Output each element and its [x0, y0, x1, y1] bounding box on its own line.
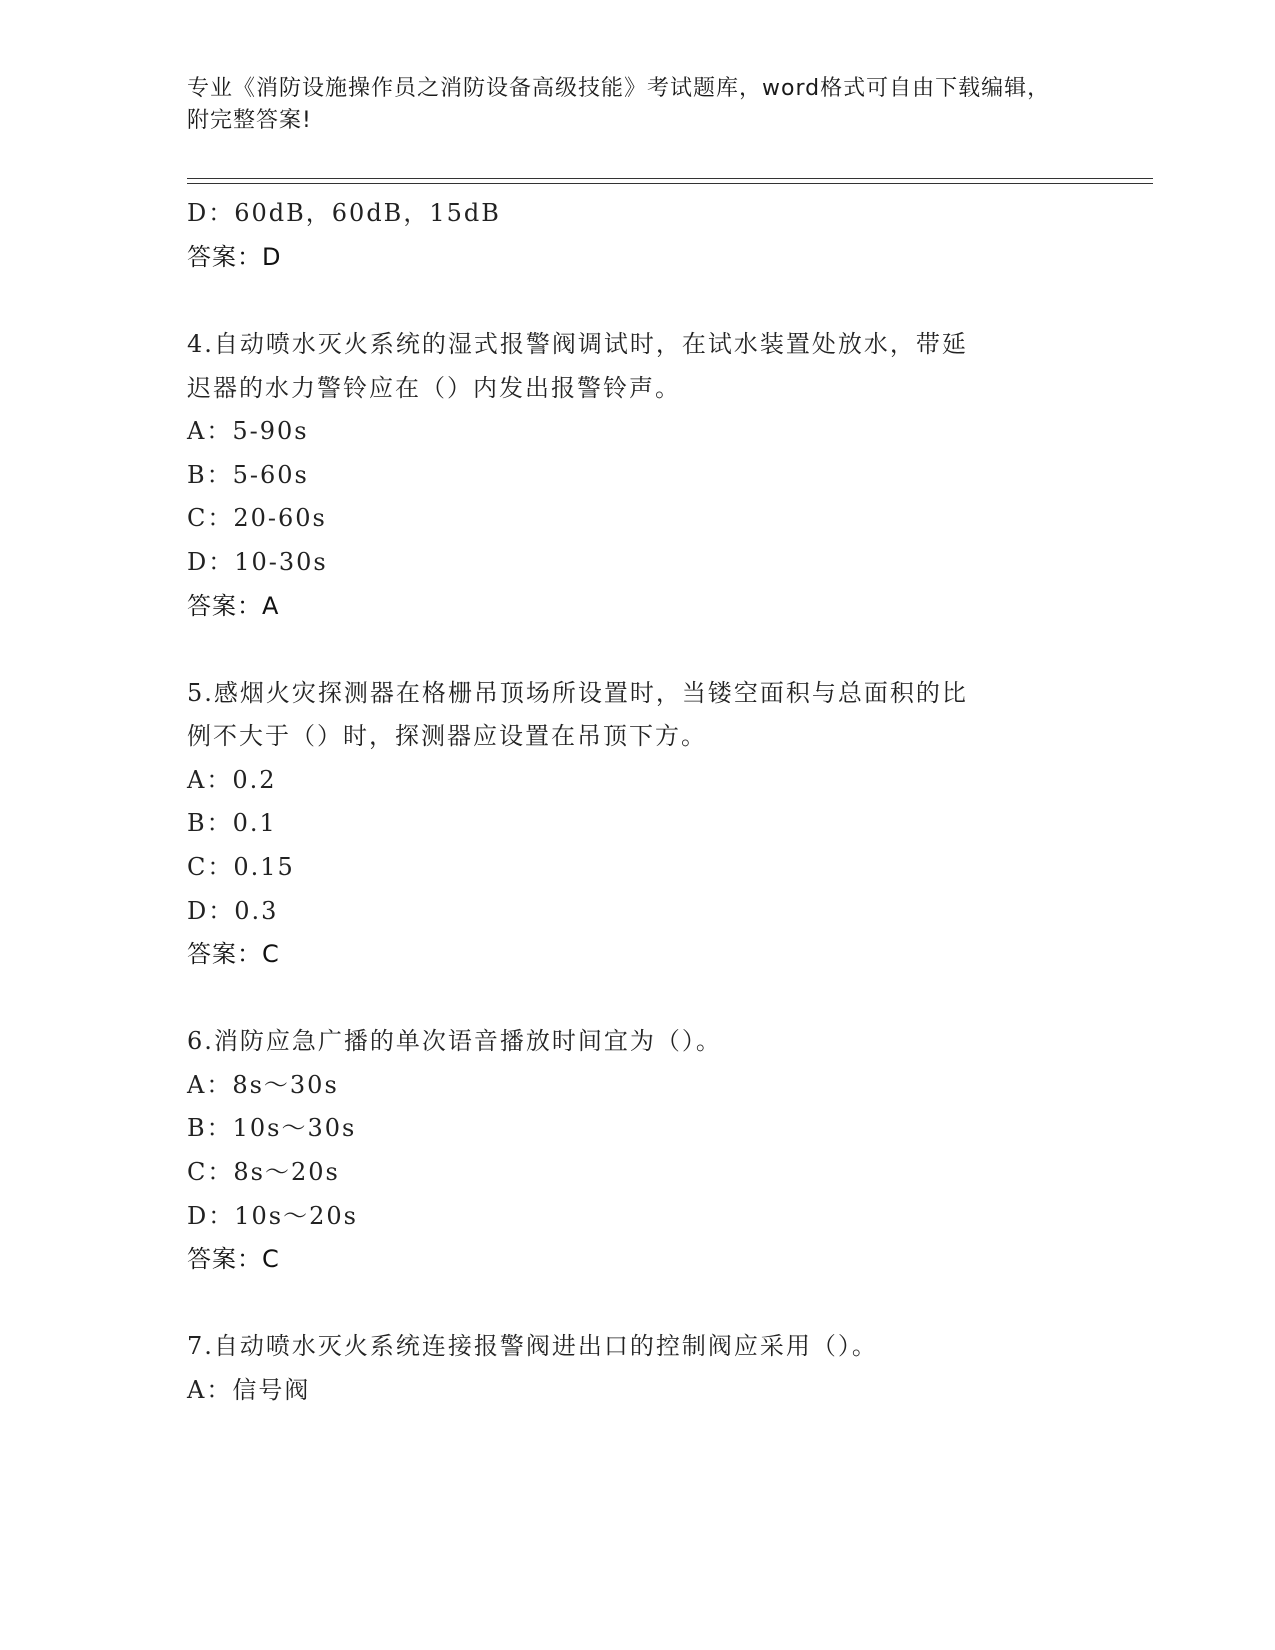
prev-option-d: D：60dB，60dB，15dB: [187, 199, 501, 227]
q4-option-a: A：5-90s: [187, 417, 309, 445]
q6-stem-line1: 6.消防应急广播的单次语音播放时间宜为（）。: [187, 1027, 722, 1055]
q5-option-a: A：0.2: [187, 766, 277, 794]
q6-option-a: A：8s～30s: [187, 1071, 339, 1099]
q6-option-b: B：10s～30s: [187, 1114, 357, 1142]
q7-option-a: A：信号阀: [187, 1376, 311, 1404]
header-divider-bottom: [187, 183, 1153, 184]
q4-option-c: C：20-60s: [187, 504, 327, 532]
q4-stem-line2: 迟器的水力警铃应在（）内发出报警铃声。: [187, 374, 681, 402]
q5-stem-line1: 5.感烟火灾探测器在格栅吊顶场所设置时，当镂空面积与总面积的比: [187, 679, 968, 707]
q5-option-c: C：0.15: [187, 853, 295, 881]
q7-stem-line1: 7.自动喷水灭火系统连接报警阀进出口的控制阀应采用（）。: [187, 1332, 878, 1360]
header-divider-top: [187, 178, 1153, 179]
document-header: 专业《消防设施操作员之消防设备高级技能》考试题库，word格式可自由下载编辑，附完整答案!: [187, 76, 1051, 133]
q5-option-b: B：0.1: [187, 809, 277, 837]
q5-option-d: D：0.3: [187, 897, 279, 925]
q6-option-c: C：8s～20s: [187, 1158, 340, 1186]
q4-option-d: D：10-30s: [187, 548, 328, 576]
q5-stem-line2: 例不大于（）时，探测器应设置在吊顶下方。: [187, 722, 707, 750]
q4-option-b: B：5-60s: [187, 461, 309, 489]
q4-answer: 答案：A: [187, 592, 280, 620]
q4-stem-line1: 4.自动喷水灭火系统的湿式报警阀调试时，在试水装置处放水，带延: [187, 330, 968, 358]
q6-option-d: D：10s～20s: [187, 1202, 358, 1230]
q6-answer: 答案：C: [187, 1245, 280, 1273]
q5-answer: 答案：C: [187, 940, 280, 968]
prev-answer: 答案：D: [187, 243, 282, 271]
